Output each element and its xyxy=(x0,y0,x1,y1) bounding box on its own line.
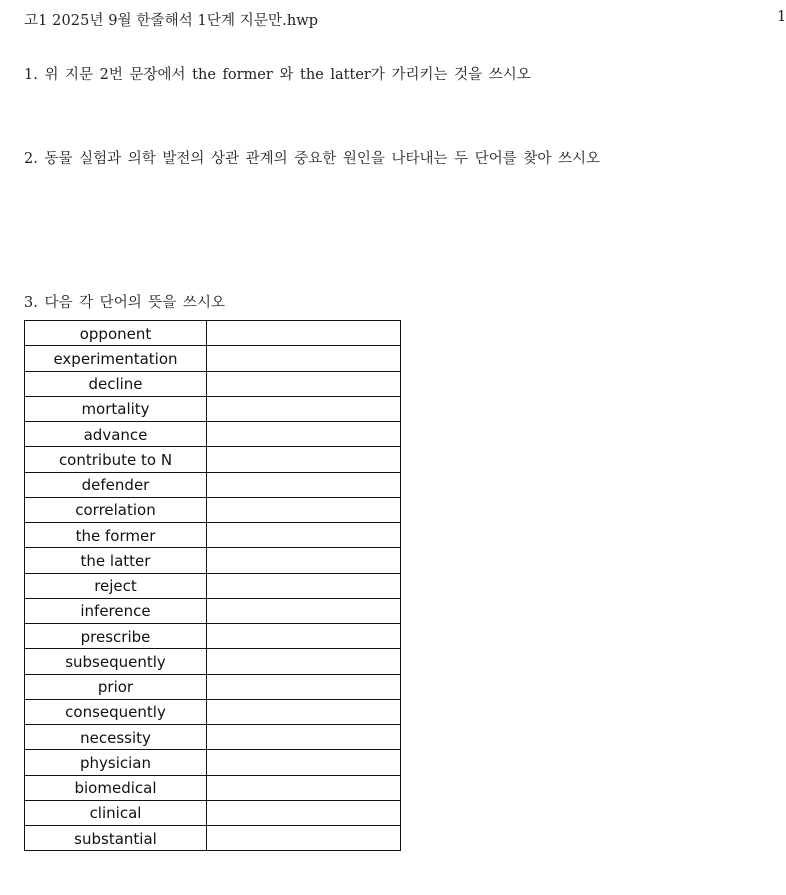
vocab-word-cell: advance xyxy=(25,422,207,447)
vocab-row xyxy=(25,775,401,800)
vocab-meaning-cell xyxy=(207,573,401,598)
vocab-row xyxy=(25,346,401,371)
vocab-row xyxy=(25,321,401,346)
vocab-word-cell: decline xyxy=(25,371,207,396)
vocab-meaning-cell xyxy=(207,826,401,851)
vocab-meaning-cell xyxy=(207,674,401,699)
vocab-word-cell: the latter xyxy=(25,548,207,573)
vocab-row xyxy=(25,674,401,699)
vocab-row xyxy=(25,573,401,598)
vocab-meaning-cell xyxy=(207,321,401,346)
vocab-word-cell: consequently xyxy=(25,699,207,724)
vocab-meaning-cell xyxy=(207,548,401,573)
vocab-word-cell: physician xyxy=(25,750,207,775)
vocab-row xyxy=(25,548,401,573)
vocab-meaning-cell xyxy=(207,750,401,775)
vocab-row xyxy=(25,800,401,825)
page-number: 1 xyxy=(777,9,786,25)
vocab-row xyxy=(25,624,401,649)
vocab-word-cell: contribute to N xyxy=(25,447,207,472)
vocab-meaning-cell xyxy=(207,598,401,623)
vocab-meaning-cell xyxy=(207,624,401,649)
vocabulary-table xyxy=(24,320,401,851)
vocab-meaning-cell xyxy=(207,346,401,371)
vocab-word-cell: prior xyxy=(25,674,207,699)
vocab-word-cell: defender xyxy=(25,472,207,497)
vocab-meaning-cell xyxy=(207,649,401,674)
vocab-row xyxy=(25,497,401,522)
vocab-meaning-cell xyxy=(207,371,401,396)
vocab-meaning-cell xyxy=(207,422,401,447)
vocab-row xyxy=(25,826,401,851)
question-3: 3. 다음 각 단어의 뜻을 쓰시오 xyxy=(24,295,225,311)
vocab-row xyxy=(25,447,401,472)
vocab-row xyxy=(25,699,401,724)
vocabulary-table-body xyxy=(25,321,401,851)
vocab-row xyxy=(25,396,401,421)
vocab-word-cell: necessity xyxy=(25,725,207,750)
vocab-word-cell: subsequently xyxy=(25,649,207,674)
vocab-word-cell: biomedical xyxy=(25,775,207,800)
vocab-word-cell: reject xyxy=(25,573,207,598)
question-2: 2. 동물 실험과 의학 발전의 상관 관계의 중요한 원인을 나타내는 두 단어를 찾아 쓰시오 xyxy=(24,151,600,167)
vocab-meaning-cell xyxy=(207,699,401,724)
vocab-word-cell: mortality xyxy=(25,396,207,421)
vocab-meaning-cell xyxy=(207,472,401,497)
vocab-row xyxy=(25,750,401,775)
vocab-word-cell: correlation xyxy=(25,497,207,522)
vocab-row xyxy=(25,523,401,548)
vocab-meaning-cell xyxy=(207,725,401,750)
vocab-row xyxy=(25,472,401,497)
vocab-meaning-cell xyxy=(207,497,401,522)
vocab-row xyxy=(25,598,401,623)
vocab-word-cell: the former xyxy=(25,523,207,548)
vocab-word-cell: substantial xyxy=(25,826,207,851)
vocab-meaning-cell xyxy=(207,800,401,825)
vocab-word-cell: clinical xyxy=(25,800,207,825)
vocab-row xyxy=(25,649,401,674)
vocab-meaning-cell xyxy=(207,396,401,421)
vocab-row xyxy=(25,371,401,396)
vocab-word-cell: experimentation xyxy=(25,346,207,371)
vocab-meaning-cell xyxy=(207,775,401,800)
vocab-row xyxy=(25,725,401,750)
vocab-row xyxy=(25,422,401,447)
vocab-word-cell: opponent xyxy=(25,321,207,346)
question-1: 1. 위 지문 2번 문장에서 the former 와 the latter가 가리키는 것을 쓰시오 xyxy=(24,67,531,83)
document-title: 고1 2025년 9월 한줄해석 1단계 지문만.hwp xyxy=(24,13,319,29)
vocab-word-cell: prescribe xyxy=(25,624,207,649)
vocab-meaning-cell xyxy=(207,523,401,548)
vocab-meaning-cell xyxy=(207,447,401,472)
vocab-word-cell: inference xyxy=(25,598,207,623)
